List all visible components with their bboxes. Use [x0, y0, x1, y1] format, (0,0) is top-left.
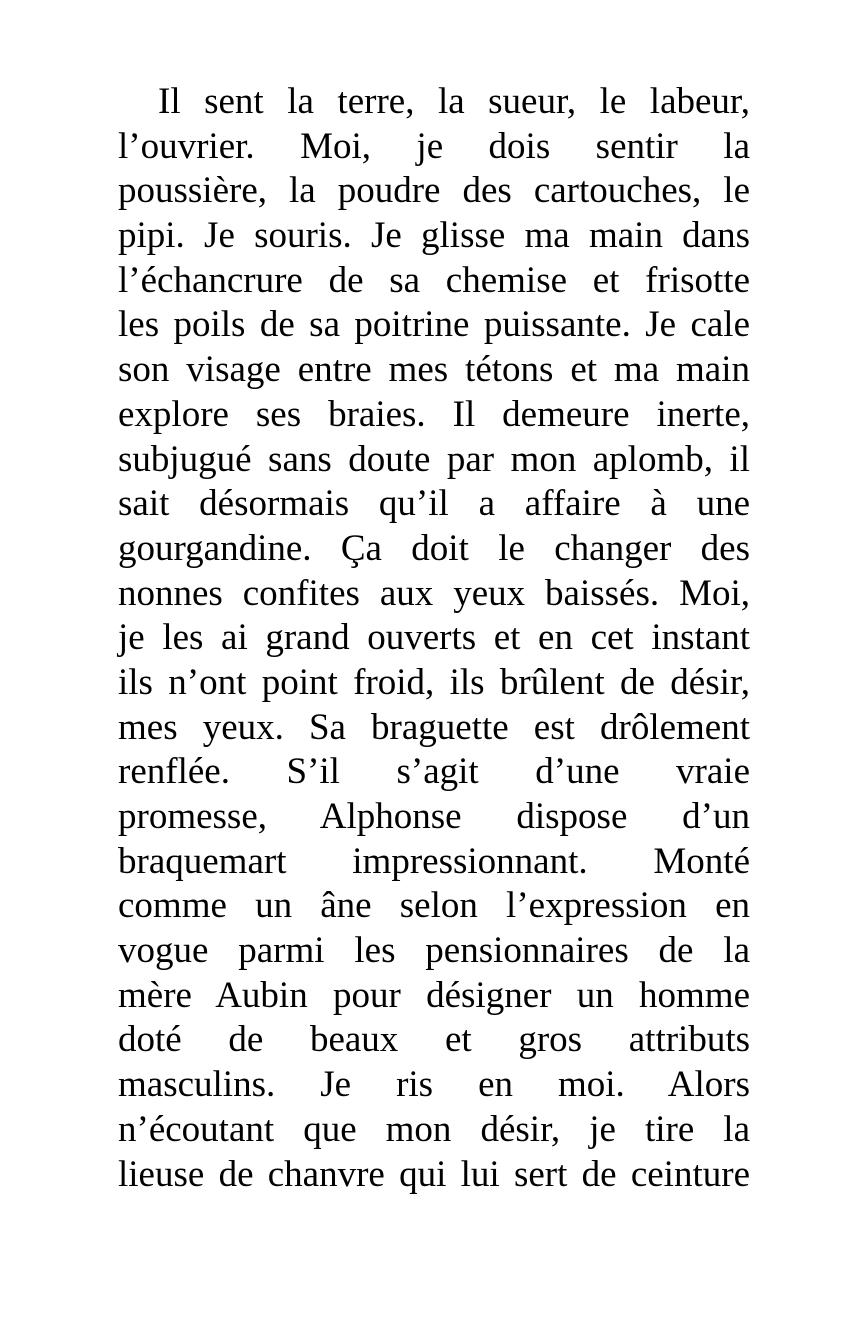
text-line: l’échancrure de sa chemise et frisotte	[118, 259, 750, 301]
text-line: vogue parmi les pensionnaires de la	[118, 930, 750, 972]
text-line: promesse, Alphonse dispose d’un	[118, 796, 750, 837]
text-line: lieuse de chanvre qui lui sert de ceinture	[118, 1153, 750, 1195]
paragraph	[118, 80, 750, 1197]
text-line: l’ouvrier. Moi, je dois sentir la	[118, 125, 750, 167]
text-line: sait désormais qu’il a affaire à une	[118, 483, 750, 525]
text-line: son visage entre mes tétons et ma main	[118, 349, 750, 391]
text-line: comme un âne selon l’expression en	[118, 885, 750, 927]
text-line: subjugué sans doute par mon aplomb, il	[118, 438, 750, 480]
text-line: je les ai grand ouverts et en cet instant	[118, 617, 750, 659]
text-line: gourgandine. Ça doit le changer des	[118, 527, 750, 569]
text-line: doté de beaux et gros attributs	[118, 1019, 750, 1061]
text-line: explore ses braies. Il demeure inerte,	[118, 393, 750, 435]
text-line: braquemart impressionnant. Monté	[118, 840, 750, 882]
text-line: masculins. Je ris en moi. Alors	[118, 1064, 750, 1106]
text-line: nonnes confites aux yeux baissés. Moi,	[118, 572, 750, 614]
text-line: mère Aubin pour désigner un homme	[118, 974, 750, 1016]
text-line: mes yeux. Sa braguette est drôlement	[118, 706, 750, 748]
text-line: Il sent la terre, la sueur, le labeur,	[158, 81, 750, 122]
text-line: poussière, la poudre des cartouches, le	[118, 170, 750, 212]
text-line: ils n’ont point froid, ils brûlent de désir,	[118, 661, 750, 703]
text-line: les poils de sa poitrine puissante. Je cale	[118, 304, 750, 346]
text-line: renflée. S’il s’agit d’une vraie	[118, 751, 750, 793]
text-line: n’écoutant que mon désir, je tire la	[118, 1108, 750, 1150]
text-line: pipi. Je souris. Je glisse ma main dans	[118, 215, 750, 257]
